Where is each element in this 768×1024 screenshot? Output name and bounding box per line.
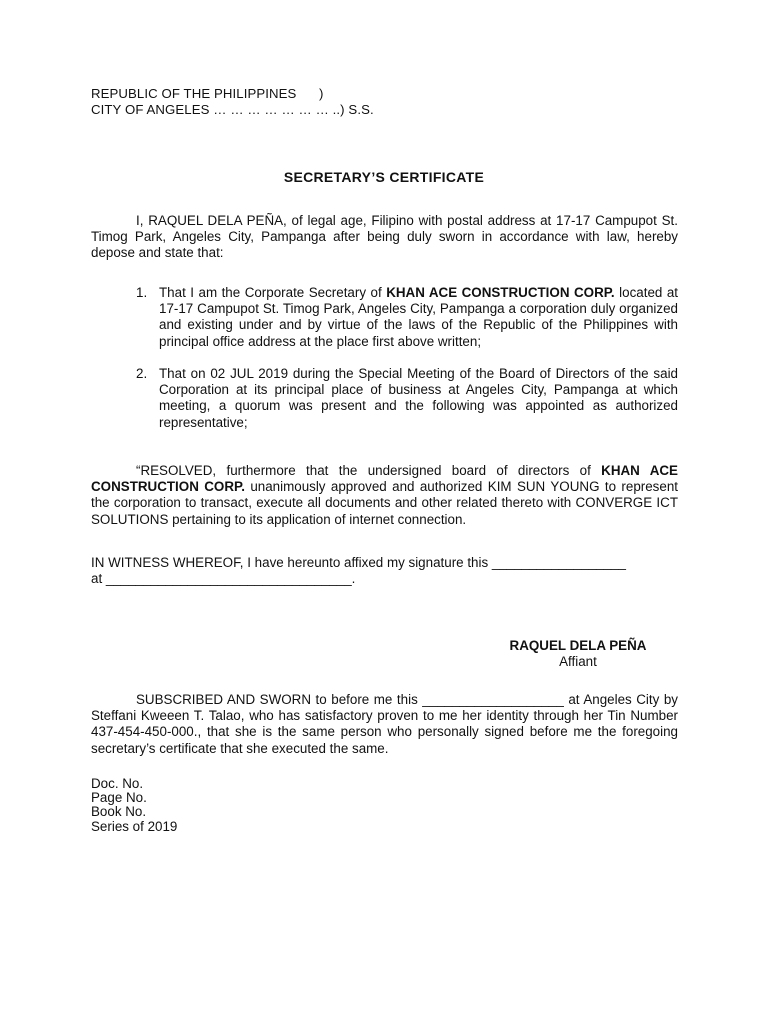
page-no-label: Page No. (91, 790, 147, 806)
witness-line-2: at _________________________________. (91, 571, 356, 587)
notarial-register-info (91, 777, 177, 834)
document-title: SECRETARY’S CERTIFICATE (283, 169, 485, 185)
intro-paragraph: I, RAQUEL DELA PEÑA, of legal age, Filipino with postal address at 17-17 Campupot St. Timog Park, Angeles City, Pampanga after being duly sworn in accordance with law, hereby depose and state that: (91, 213, 678, 261)
company-name: KHAN ACE CONSTRUCTION CORP. (91, 463, 678, 495)
affiant-role: Affiant (559, 654, 597, 670)
witness-clause (91, 555, 678, 587)
book-no-label: Book No. (91, 804, 147, 820)
header-city-line: CITY OF ANGELES … … … … … … … ..) S.S. (91, 102, 374, 117)
witness-line-1: IN WITNESS WHEREOF, I have hereunto affixed my signature this __________________ (91, 555, 626, 570)
affiant-name: RAQUEL DELA PEÑA (509, 638, 647, 653)
doc-no-label: Doc. No. (91, 776, 144, 791)
signature-block (498, 638, 658, 670)
list-item-text (159, 285, 678, 350)
list-item-text-part: located at 17-17 Campupot St. Timog Park, Angeles City, Pampanga a corporation duly organized and existing under and by virtue of the laws of the Republic of the Philippines with principal office address at the place first above written; (159, 285, 678, 349)
venue-header (91, 86, 374, 118)
header-republic-line: REPUBLIC OF THE PHILIPPINES ) (91, 86, 324, 101)
resolution-text-part: unanimously approved and authorized KIM SUN YOUNG to represent the corporation to transact, execute all documents and other related thereto with CONVERGE ICT SOLUTIONS pertaining to its application of internet connection. (91, 479, 678, 527)
resolution-paragraph (91, 463, 678, 528)
resolution-text-part: “RESOLVED, furthermore that the undersigned board of directors of (136, 463, 602, 478)
list-item-text-part: That I am the Corporate Secretary of (159, 285, 387, 300)
list-item-text: That on 02 JUL 2019 during the Special Meeting of the Board of Directors of the said Corporation at its principal place of business at Angeles City, Pampanga at which meeting, a quorum was present and the following was appointed as authorized representative; (159, 366, 678, 430)
list-item-number: 1. (136, 285, 148, 300)
list-item-number: 2. (136, 366, 148, 381)
company-name: KHAN ACE CONSTRUCTION CORP. (386, 285, 615, 300)
series-label: Series of 2019 (91, 818, 178, 834)
jurat-paragraph: SUBSCRIBED AND SWORN to before me this ___________________ at Angeles City by Steffani Kweeen T. Talao, who has satisfactory proven to me her identity through her Tin Number 437-454-450-000., that she is the same person who personally signed before me the foregoing secretary’s certificate that she executed the same. (91, 692, 678, 756)
